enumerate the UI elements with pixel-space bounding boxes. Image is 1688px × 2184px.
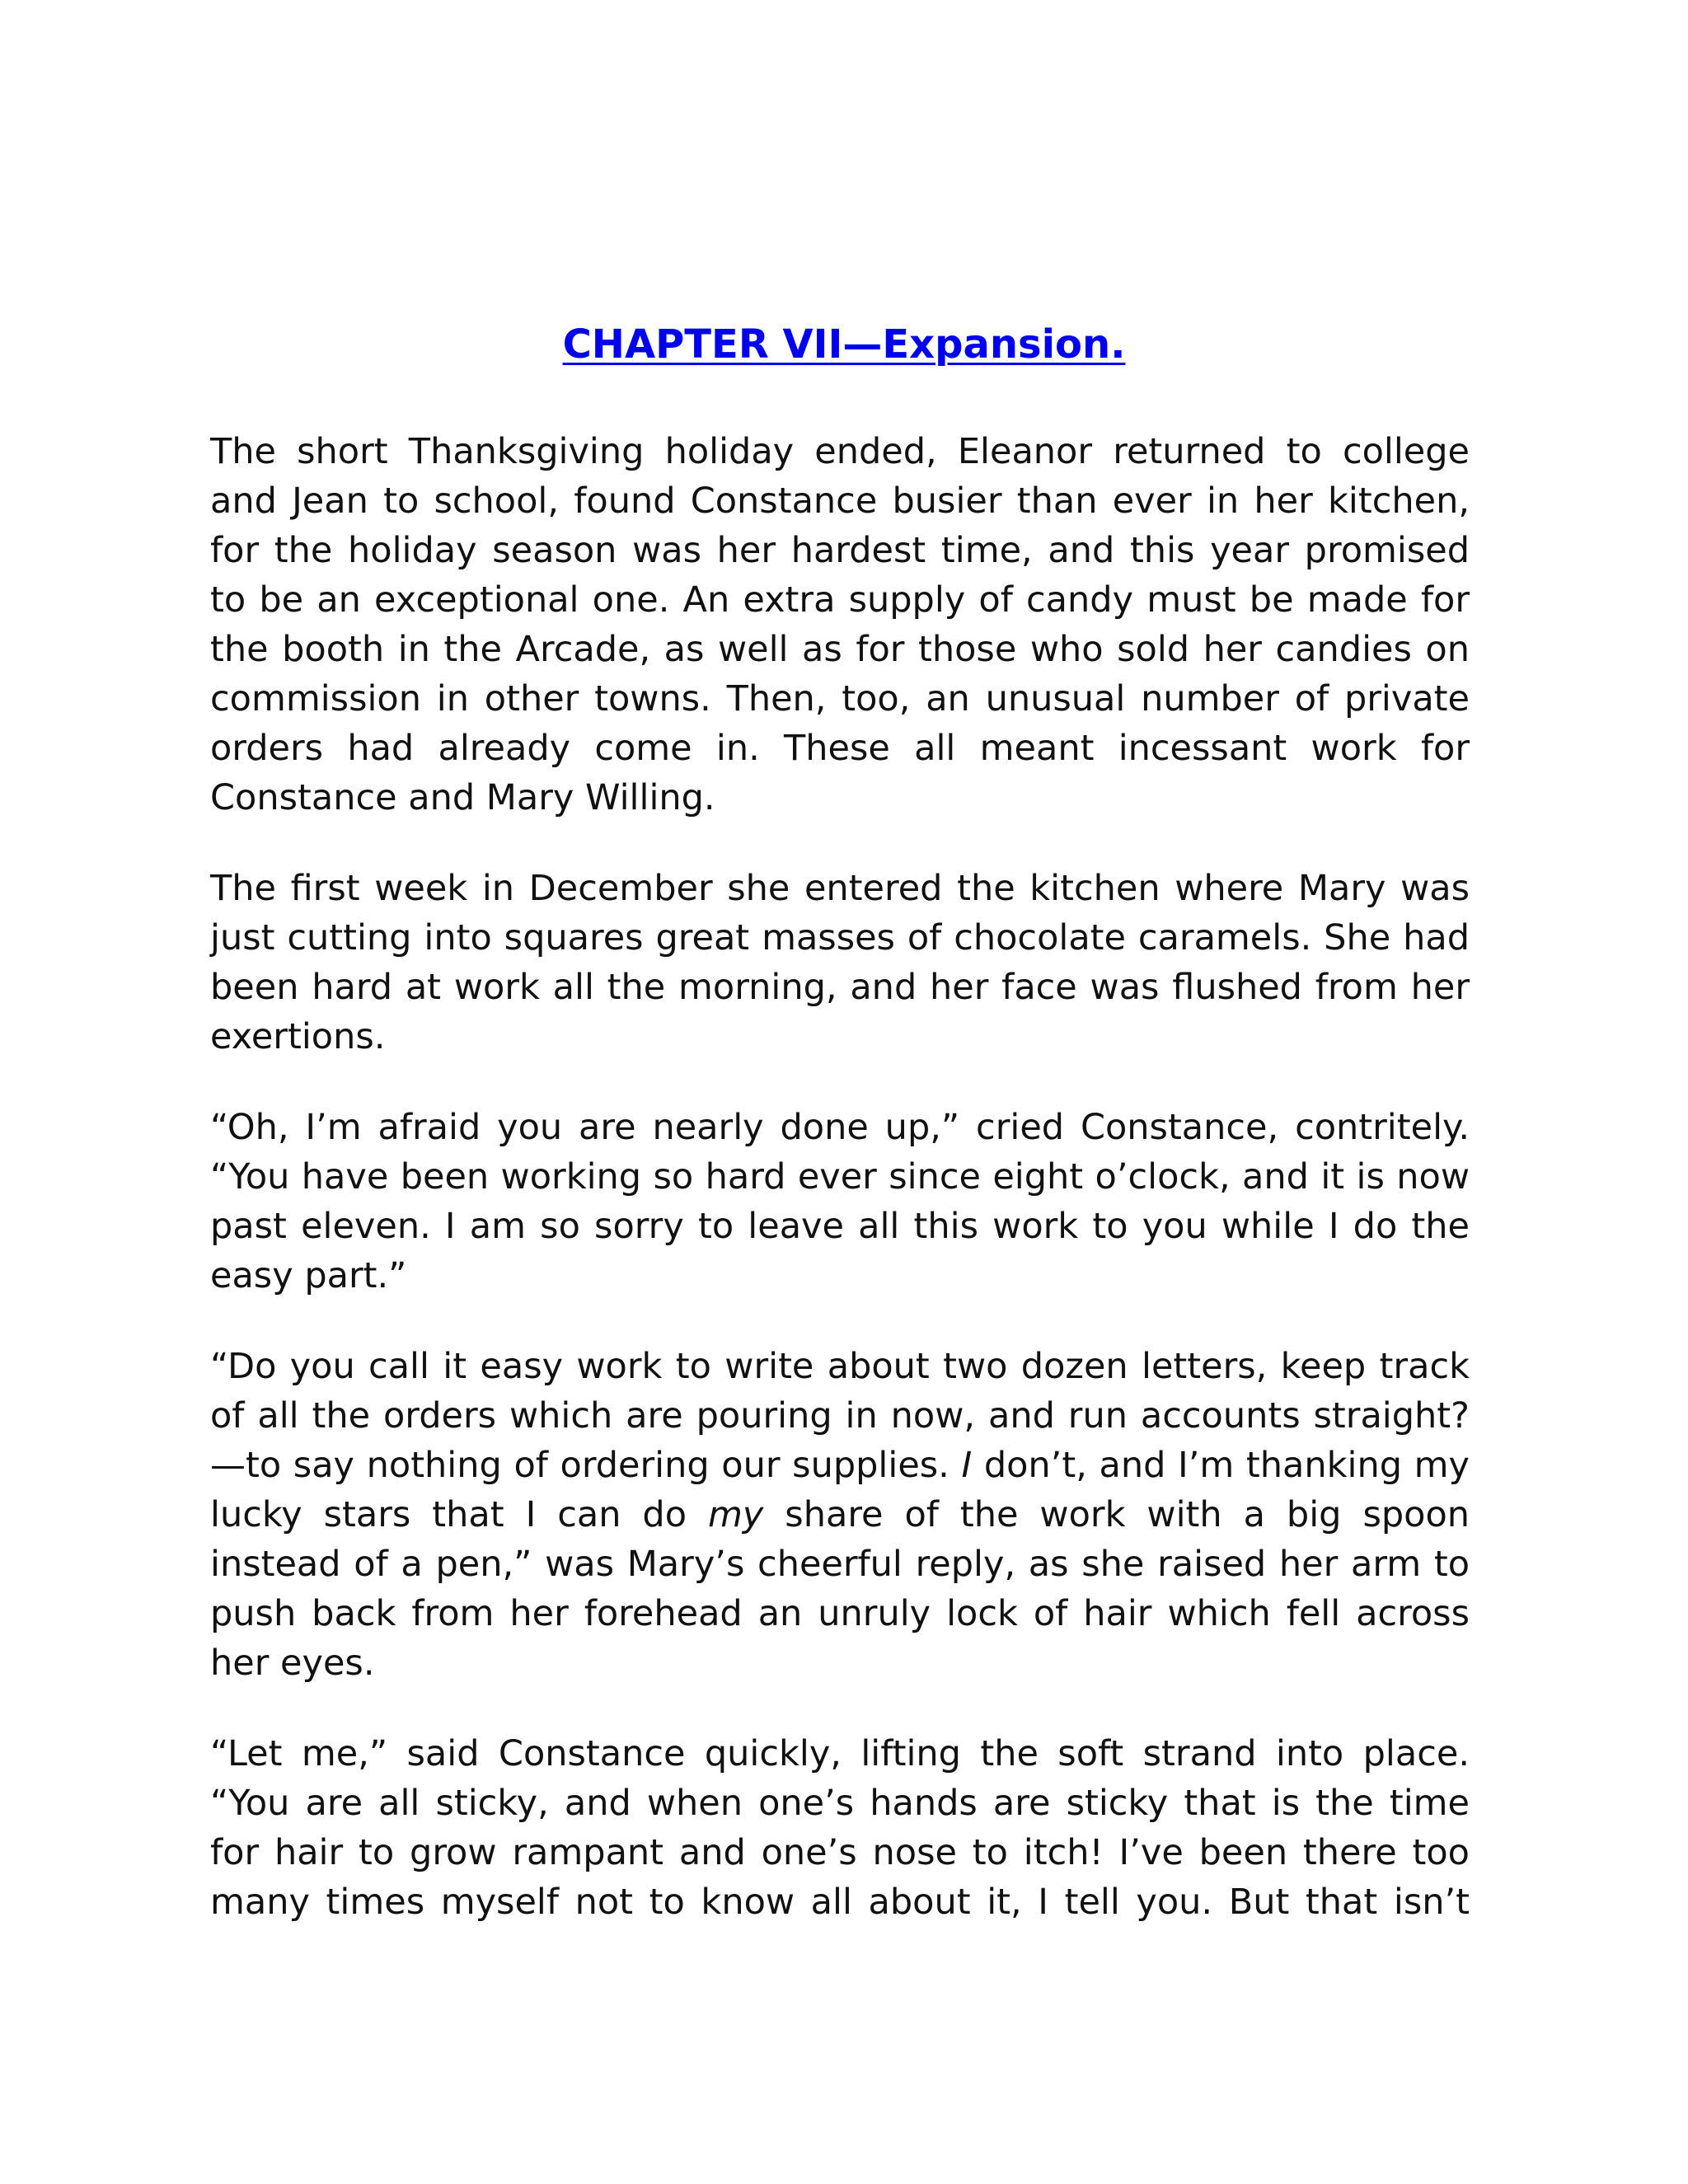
- paragraph-4-part-3: share of the work with a big spoon instead of a pen,” was Mary’s cheerful reply, as she raised her arm to push back from her forehead an unruly lock of hair which fell across her eyes.: [210, 1494, 1470, 1684]
- paragraph-4-part-2: don’t, and I’m thanking my lucky stars that I can do: [210, 1445, 1470, 1535]
- paragraph-5: “Let me,” said Constance quickly, lifting the soft strand into place. “You are all sticky, and when one’s hands are sticky that is the time for hair to grow rampant and one’s nose to itch! I’ve been there too many times myself not to know all about it, I tell you. But that isn’t: [210, 1733, 1470, 1923]
- paragraph-4-emphasis-1: I: [961, 1445, 973, 1486]
- chapter-title-link[interactable]: CHAPTER VII—Expansion.: [562, 321, 1126, 368]
- chapter-body: [210, 427, 1470, 1927]
- paragraph-4: [210, 1342, 1470, 1688]
- paragraph-3: “Oh, I’m afraid you are nearly done up,” cried Constance, contritely. “You have been working so hard ever since eight o’clock, and it is now past eleven. I am so sorry to leave all this work to you while I do the easy part.”: [210, 1107, 1470, 1296]
- paragraph-4-part-1: “Do you call it easy work to write about two dozen letters, keep track of all the orders which are pouring in now, and run accounts straight?—to say nothing of ordering our supplies.: [210, 1346, 1470, 1486]
- paragraph-1: The short Thanksgiving holiday ended, Eleanor returned to college and Jean to school, found Constance busier than ever in her kitchen, for the holiday season was her hardest time, and this year promised to be an exceptional one. An extra supply of candy must be made for the booth in the Arcade, as well as for those who sold her candies on commission in other towns. Then, too, an unusual number of private orders had already come in. These all meant incessant work for Constance and Mary Willing.: [210, 431, 1470, 818]
- chapter-title: [0, 320, 1688, 369]
- paragraph-2: The first week in December she entered the kitchen where Mary was just cutting into squares great masses of chocolate caramels. She had been hard at work all the morning, and her face was flushed from her exertions.: [210, 868, 1470, 1057]
- paragraph-4-emphasis-2: my: [708, 1494, 764, 1535]
